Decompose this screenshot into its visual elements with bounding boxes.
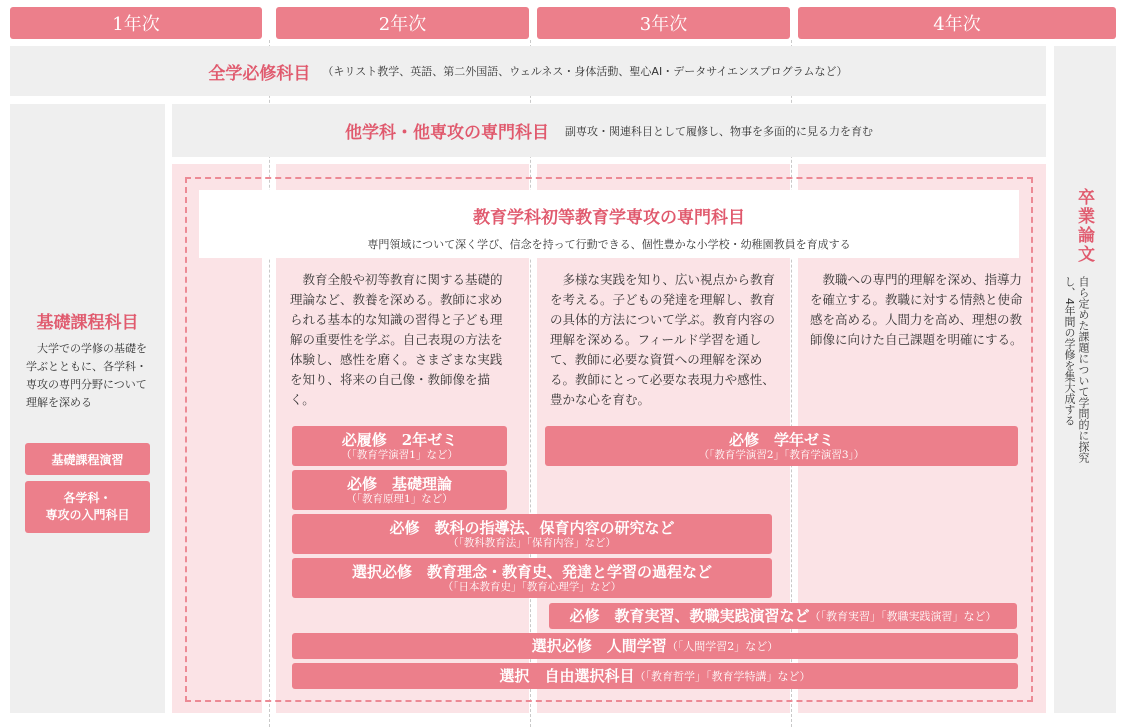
course-human-learning-title: 選択必修 人間学習 xyxy=(531,637,667,655)
course-teaching-methods xyxy=(292,514,772,554)
thesis-title: 卒業論文 xyxy=(1074,188,1094,264)
other-dept-row xyxy=(172,104,1046,157)
course-elective-theory-title: 選択必修 教育理念・教育史、発達と学習の過程など xyxy=(351,562,712,581)
basic-course-title: 基礎課程科目 xyxy=(36,313,139,333)
course-human-learning-sub: （「人間学習2」など） xyxy=(666,640,779,653)
major-title: 教育学科初等教育学専攻の専門科目 xyxy=(473,208,745,228)
course-seminar2-sub: （「教育学演習1」など） xyxy=(341,448,458,461)
course-elective-theory-sub: （「日本教育史」「教育心理学」など） xyxy=(442,580,622,593)
course-theory xyxy=(292,470,507,510)
major-desc: 専門領域について深く学び、信念を持って行動できる、個性豊かな小学校・幼稚園教員を育成する xyxy=(367,238,851,251)
other-dept-title: 他学科・他専攻の専門科目 xyxy=(345,123,549,143)
basic-seminar-box xyxy=(25,443,150,475)
course-practicum-sub: （「教育実習」「教職実践演習」など） xyxy=(809,610,997,623)
thesis-desc: 自ら定めた課題について学問的に探究し、4年間の学修を集大成する xyxy=(1063,276,1090,463)
course-practicum xyxy=(549,603,1017,629)
basic-course-desc: 大学での学修の基礎を学ぶとともに、各学科・専攻の専門分野について理解を深める xyxy=(26,342,147,409)
course-seminar2 xyxy=(292,426,507,466)
course-theory-title: 必修 基礎理論 xyxy=(346,474,452,493)
intro-courses-box xyxy=(25,481,150,533)
course-seminar34 xyxy=(545,426,1018,466)
year3-desc: 多様な実践を知り、広い視点から教育を考える。子どもの発達を理解し、教育の具体的方法について学ぶ。教育内容の理解を深める。フィールド学習を通して、教師に必要な資質への理解を深める。教師にとって必要な表現力や感性、豊かな心を育む。 xyxy=(550,272,776,407)
course-theory-sub: （「教育原理1」など） xyxy=(346,492,453,505)
course-teaching-methods-sub: （「教科教育法」「保育内容」など） xyxy=(448,536,616,549)
intro-courses-line2: 専攻の入門科目 xyxy=(45,508,130,522)
course-teaching-methods-title: 必修 教科の指導法、保育内容の研究など xyxy=(389,518,675,537)
year4-desc: 教職への専門的理解を深め、指導力を確立する。教職に対する情熱と使命感を高める。人間力を高め、理想の教師像に向けた自己課題を明確にする。 xyxy=(810,272,1023,347)
course-free-elective xyxy=(292,663,1018,689)
course-free-elective-sub: （「教育哲学」「教育学特講」など） xyxy=(634,670,811,683)
year-header-4: 4年次 xyxy=(798,7,1116,39)
intro-courses-line1: 各学科・ xyxy=(63,491,112,505)
common-courses-title: 全学必修科目 xyxy=(208,63,311,84)
course-seminar34-sub: （「教育学演習2」「教育学演習3」） xyxy=(698,448,865,461)
major-header-box xyxy=(199,190,1019,258)
course-seminar34-title: 必修 学年ゼミ xyxy=(728,430,834,449)
course-free-elective-title: 選択 自由選択科目 xyxy=(499,667,635,685)
common-courses-note: （キリスト教学、英語、第二外国語、ウェルネス・身体活動、聖心AI・データサイエンスプログラムなど） xyxy=(322,65,848,78)
basic-seminar-label: 基礎課程演習 xyxy=(51,452,124,467)
course-practicum-title: 必修 教育実習、教職実践演習など xyxy=(569,607,810,625)
year-header-2: 2年次 xyxy=(276,7,529,39)
course-seminar2-title: 必履修 2年ゼミ xyxy=(341,430,458,449)
year2-desc: 教育全般や初等教育に関する基礎的理論など、教養を深める。教師に求められる基本的な知識の習得と子ども理解の重要性を学ぶ。自己表現の方法を体験し、感性を磨く。さまざまな実践を知り、将来の自己像・教師像を描く。 xyxy=(290,272,503,407)
year-header-1: 1年次 xyxy=(10,7,262,39)
common-courses-row xyxy=(10,46,1046,96)
other-dept-note: 副専攻・関連科目として履修し、物事を多面的に見る力を育む xyxy=(565,124,873,138)
year-header-3: 3年次 xyxy=(537,7,790,39)
course-elective-theory xyxy=(292,558,772,598)
course-human-learning xyxy=(292,633,1018,659)
